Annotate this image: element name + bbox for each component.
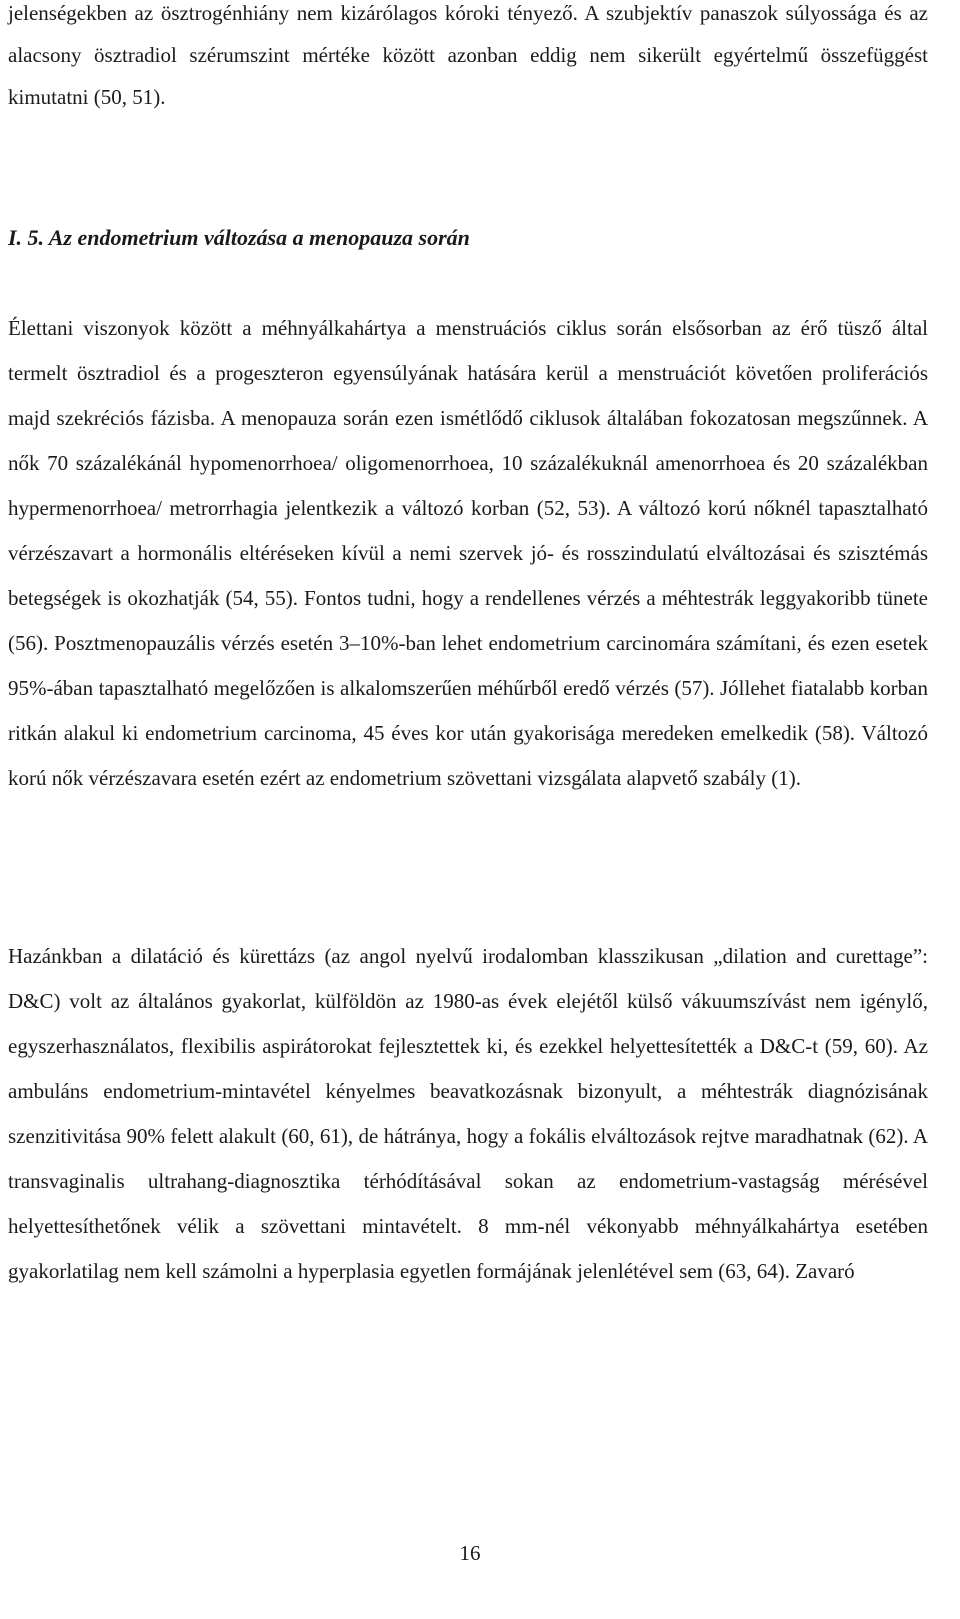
body-paragraph-2: Hazánkban a dilatáció és kürettázs (az angol nyelvű irodalomban klasszikusan „dilation and curettage”: D&C) volt az általános gyakorlat, külföldön az 1980-as évek elejétől külső vákuumszívást nem igénylő, egyszerhasználatos, flexibilis aspirátorokat fejlesztettek ki, és ezekkel helyettesítették a D&C-t (59, 60). Az ambuláns endometrium-mintavétel kényelmes beavatkozásnak bizonyult, a méhtestrák diagnózisának szenzitivitása 90% felett alakult (60, 61), de hátránya, hogy a fokális elváltozások rejtve maradhatnak (62). A transvaginalis ultrahang-diagnosztika térhódításával sokan az endometrium-vastagság mérésével helyettesíthetőnek vélik a szövettani mintavételt. 8 mm-nél vékonyabb méhnyálkahártya esetében gyakorlatilag nem kell számolni a hyperplasia egyetlen formájának jelenlétével sem (63, 64). Zavaró xyxy=(8,944,928,1283)
page-number: 16 xyxy=(459,1541,481,1565)
section-heading xyxy=(8,222,470,254)
section-number: I. 5. xyxy=(8,225,45,250)
intro-paragraph: jelenségekben az ösztrogénhiány nem kizárólagos kóroki tényező. A szubjektív panaszok súlyossága és az alacsony ösztradiol szérumszint mértéke között azonban eddig nem sikerült egyértelmű összefüggést kimutatni (50, 51). xyxy=(8,1,928,109)
document-page xyxy=(8,0,928,1283)
body-paragraph-1: Élettani viszonyok között a méhnyálkahártya a menstruációs ciklus során elsősorban az érő tüsző által termelt ösztradiol és a progeszteron egyensúlyának hatására kerül a menstruációt követően proliferációs majd szekréciós fázisba. A menopauza során ezen ismétlődő ciklusok általában fokozatosan megszűnnek. A nők 70 százalékánál hypomenorrhoea/ oligomenorrhoea, 10 százalékuknál amenorrhoea és 20 százalékban hypermenorrhoea/ metrorrhagia jelentkezik a változó korban (52, 53). A változó korú nőknél tapasztalható vérzészavart a hormonális eltéréseken kívül a nemi szervek jó- és rosszindulatú elváltozásai és szisztémás betegségek is okozhatják (54, 55). Fontos tudni, hogy a rendellenes vérzés a méhtestrák leggyakoribb tünete (56). Posztmenopauzális vérzés esetén 3–10%-ban lehet endometrium carcinomára számítani, és ezen esetek 95%-ában tapasztalható megelőzően is alkalomszerűen méhűrből eredő vérzés (57). Jóllehet fiatalabb korban ritkán alakul ki endometrium carcinoma, 45 éves kor után gyakorisága meredeken emelkedik (58). Változó korú nők vérzészavara esetén ezért az endometrium szövettani vizsgálata alapvető szabály (1). xyxy=(8,316,928,790)
section-title: Az endometrium változása a menopauza során xyxy=(48,225,470,250)
